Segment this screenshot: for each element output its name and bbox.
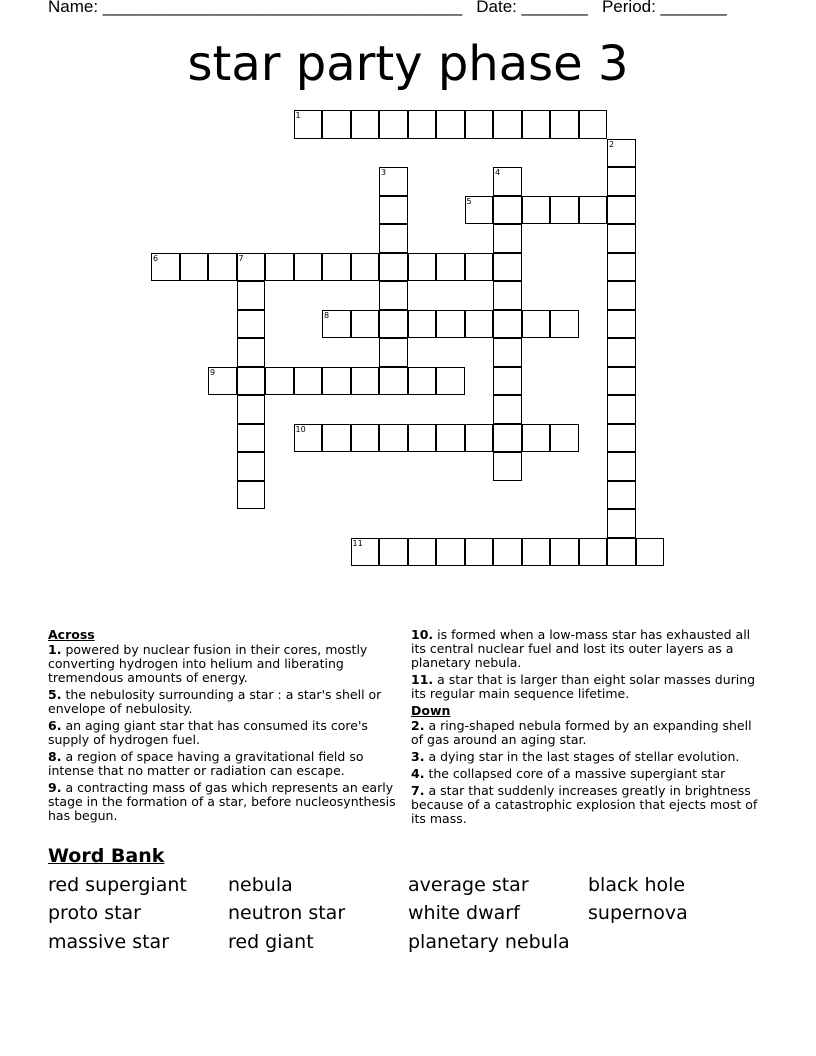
clue-number: 9 xyxy=(210,367,216,377)
crossword-cell[interactable] xyxy=(550,110,579,139)
crossword-cell[interactable] xyxy=(322,424,351,453)
crossword-cell[interactable] xyxy=(465,424,494,453)
crossword-cell[interactable] xyxy=(408,310,437,339)
crossword-cell[interactable] xyxy=(607,367,636,396)
clue-across-10: 10. is formed when a low-mass star has exhausted all its central nuclear fuel and lost its outer layers as a planetary nebula. xyxy=(411,627,751,670)
crossword-cell[interactable] xyxy=(550,424,579,453)
crossword-cell[interactable] xyxy=(237,253,266,282)
crossword-cell[interactable] xyxy=(493,167,522,196)
word-bank-title: Word Bank xyxy=(48,845,165,867)
crossword-cell[interactable] xyxy=(493,538,522,567)
crossword-cell[interactable] xyxy=(493,253,522,282)
date-field[interactable]: Date: _______ xyxy=(476,0,588,16)
crossword-cell[interactable] xyxy=(607,338,636,367)
across-heading: Across xyxy=(48,627,95,642)
clue-across-5: 5. the nebulosity surrounding a star : a star's shell or envelope of nebulosity. xyxy=(48,687,382,716)
clue-down-2: 2. a ring-shaped nebula formed by an expanding shell of gas around an aging star. xyxy=(411,718,752,747)
crossword-cell[interactable] xyxy=(465,253,494,282)
word-bank-item: nebula xyxy=(228,874,293,896)
crossword-cell[interactable] xyxy=(322,253,351,282)
crossword-cell[interactable] xyxy=(607,167,636,196)
crossword-cell[interactable] xyxy=(465,110,494,139)
crossword-cell[interactable] xyxy=(237,281,266,310)
crossword-cell[interactable] xyxy=(436,367,465,396)
word-bank-item: neutron star xyxy=(228,902,346,924)
crossword-cell[interactable] xyxy=(294,424,323,453)
word-bank-item: red giant xyxy=(228,931,314,953)
crossword-cell[interactable] xyxy=(607,538,636,567)
crossword-cell[interactable] xyxy=(436,110,465,139)
crossword-cell[interactable] xyxy=(607,253,636,282)
crossword-cell[interactable] xyxy=(607,481,636,510)
clue-number: 7 xyxy=(238,253,244,263)
word-bank-item: proto star xyxy=(48,902,141,924)
crossword-cell[interactable] xyxy=(493,196,522,225)
crossword-cell[interactable] xyxy=(379,110,408,139)
crossword-cell[interactable] xyxy=(436,253,465,282)
crossword-cell[interactable] xyxy=(408,538,437,567)
word-bank-item: supernova xyxy=(588,902,688,924)
crossword-cell[interactable] xyxy=(237,481,266,510)
crossword-cell[interactable] xyxy=(607,224,636,253)
clue-number: 2 xyxy=(609,139,615,149)
crossword-cell[interactable] xyxy=(579,538,608,567)
crossword-cell[interactable] xyxy=(379,196,408,225)
crossword-cell[interactable] xyxy=(408,253,437,282)
name-field[interactable]: Name: ______________________________________ xyxy=(48,0,463,16)
crossword-cell[interactable] xyxy=(408,367,437,396)
crossword-cell[interactable] xyxy=(579,196,608,225)
crossword-cell[interactable] xyxy=(607,196,636,225)
crossword-cell[interactable] xyxy=(522,196,551,225)
clue-down-7: 7. a star that suddenly increases greatly in brightness because of a catastrophic explosion that ejects most of its mass. xyxy=(411,783,758,826)
word-bank-item: massive star xyxy=(48,931,170,953)
crossword-cell[interactable] xyxy=(351,253,380,282)
crossword-cell[interactable] xyxy=(522,110,551,139)
crossword-cell[interactable] xyxy=(379,281,408,310)
crossword-cell[interactable] xyxy=(579,110,608,139)
period-field[interactable]: Period: _______ xyxy=(601,0,727,16)
crossword-cell[interactable] xyxy=(493,367,522,396)
crossword-cell[interactable] xyxy=(607,424,636,453)
clue-across-11: 11. a star that is larger than eight solar masses during its regular main sequence lifetime. xyxy=(411,672,756,701)
clue-number: 4 xyxy=(495,168,501,177)
crossword-cell[interactable] xyxy=(465,538,494,567)
crossword-cell[interactable] xyxy=(379,367,408,396)
word-bank-item: red supergiant xyxy=(48,874,187,896)
clue-number: 8 xyxy=(324,310,330,320)
crossword-cell[interactable] xyxy=(379,338,408,367)
down-heading: Down xyxy=(411,703,451,718)
clue-across-1: 1. powered by nuclear fusion in their cores, mostly converting hydrogen into helium and liberating tremendous amounts of energy. xyxy=(48,642,368,685)
clue-down-3: 3. a dying star in the last stages of stellar evolution. xyxy=(411,749,740,764)
crossword-cell[interactable] xyxy=(265,253,294,282)
crossword-cell[interactable] xyxy=(208,253,237,282)
clue-number: 6 xyxy=(153,253,159,263)
crossword-cell[interactable] xyxy=(522,310,551,339)
crossword-cell[interactable] xyxy=(493,110,522,139)
crossword-cell[interactable] xyxy=(322,110,351,139)
clue-number: 1 xyxy=(295,111,301,120)
clue-number: 5 xyxy=(466,196,472,206)
word-bank-item: black hole xyxy=(588,874,686,896)
crossword-cell[interactable] xyxy=(237,367,266,396)
crossword-cell[interactable] xyxy=(237,310,266,339)
crossword-cell[interactable] xyxy=(493,281,522,310)
crossword-cell[interactable] xyxy=(379,224,408,253)
crossword-cell[interactable] xyxy=(607,281,636,310)
crossword-cell[interactable] xyxy=(636,538,665,567)
word-bank-item: planetary nebula xyxy=(408,931,570,953)
crossword-cell[interactable] xyxy=(180,253,209,282)
clue-number: 3 xyxy=(381,168,387,177)
crossword-cell[interactable] xyxy=(493,395,522,424)
clue-across-6: 6. an aging giant star that has consumed its core's supply of hydrogen fuel. xyxy=(48,718,368,747)
crossword-cell[interactable] xyxy=(408,424,437,453)
crossword-cell[interactable] xyxy=(607,452,636,481)
clue-number: 11 xyxy=(352,538,363,548)
crossword-cell[interactable] xyxy=(208,367,237,396)
clues-right-column xyxy=(411,628,761,829)
crossword-cell[interactable] xyxy=(379,538,408,567)
word-bank-item: average star xyxy=(408,874,529,896)
crossword-cell[interactable] xyxy=(550,196,579,225)
crossword-cell[interactable] xyxy=(322,367,351,396)
crossword-cell[interactable] xyxy=(379,253,408,282)
crossword-cell[interactable] xyxy=(294,367,323,396)
crossword-cell[interactable] xyxy=(294,110,323,139)
clue-across-9: 9. a contracting mass of gas which represents an early stage in the formation of a star, before nucleosynthesis has begun. xyxy=(48,780,396,823)
crossword-cell[interactable] xyxy=(379,310,408,339)
crossword-cell[interactable] xyxy=(493,424,522,453)
crossword-cell[interactable] xyxy=(522,424,551,453)
crossword-cell[interactable] xyxy=(607,139,636,168)
crossword-cell[interactable] xyxy=(436,310,465,339)
crossword-cell[interactable] xyxy=(237,395,266,424)
crossword-cell[interactable] xyxy=(607,509,636,538)
crossword-cell[interactable] xyxy=(493,224,522,253)
crossword-cell[interactable] xyxy=(237,338,266,367)
crossword-cell[interactable] xyxy=(522,538,551,567)
crossword-cell[interactable] xyxy=(351,424,380,453)
clue-across-8: 8. a region of space having a gravitational field so intense that no matter or radiation can escape. xyxy=(48,749,364,778)
crossword-cell[interactable] xyxy=(493,310,522,339)
crossword-cell[interactable] xyxy=(465,196,494,225)
clue-number: 10 xyxy=(295,424,306,434)
crossword-cell[interactable] xyxy=(408,110,437,139)
crossword-cell[interactable] xyxy=(237,452,266,481)
crossword-cell[interactable] xyxy=(351,367,380,396)
crossword-cell[interactable] xyxy=(493,338,522,367)
crossword-cell[interactable] xyxy=(607,395,636,424)
crossword-cell[interactable] xyxy=(550,538,579,567)
word-bank-item: white dwarf xyxy=(408,902,520,924)
crossword-cell[interactable] xyxy=(351,538,380,567)
clue-down-4: 4. the collapsed core of a massive supergiant star xyxy=(411,766,726,781)
crossword-cell[interactable] xyxy=(265,367,294,396)
crossword-cell[interactable] xyxy=(322,310,351,339)
crossword-cell[interactable] xyxy=(436,538,465,567)
crossword-cell[interactable] xyxy=(237,424,266,453)
crossword-cell[interactable] xyxy=(493,452,522,481)
page-title: star party phase 3 xyxy=(187,36,629,92)
crossword-cell[interactable] xyxy=(351,110,380,139)
crossword-cell[interactable] xyxy=(379,424,408,453)
crossword-cell[interactable] xyxy=(436,424,465,453)
crossword-cell[interactable] xyxy=(550,310,579,339)
crossword-cell[interactable] xyxy=(294,253,323,282)
crossword-cell[interactable] xyxy=(351,310,380,339)
crossword-cell[interactable] xyxy=(151,253,180,282)
crossword-cell[interactable] xyxy=(379,167,408,196)
crossword-cell[interactable] xyxy=(607,310,636,339)
crossword-cell[interactable] xyxy=(465,310,494,339)
clues-left-column xyxy=(48,628,398,826)
